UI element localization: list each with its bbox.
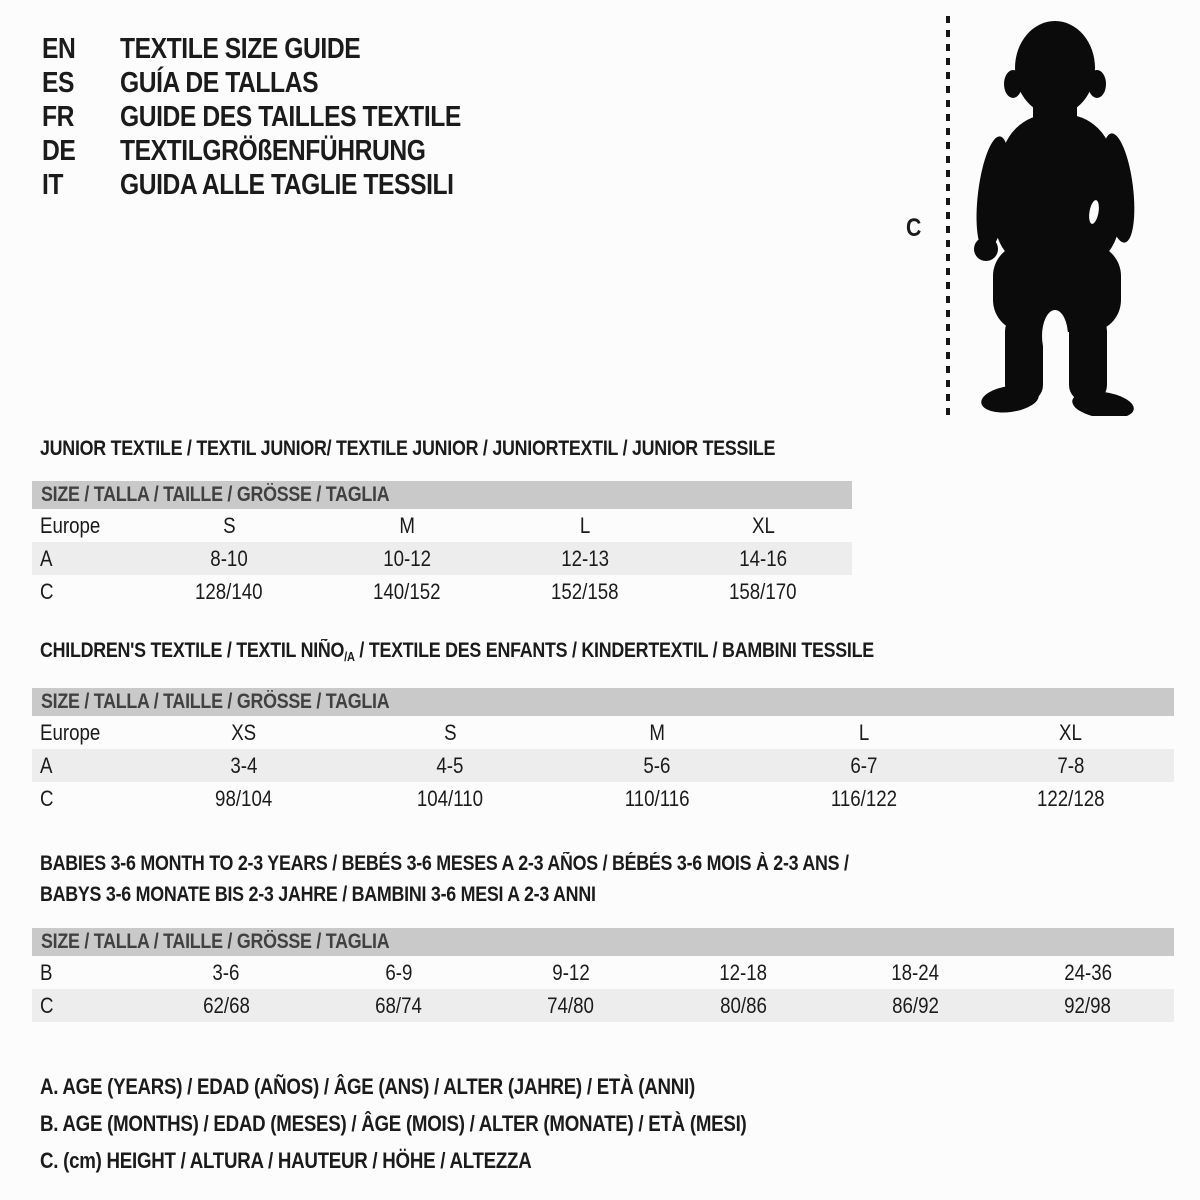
language-row — [42, 32, 521, 66]
age-cell: 9-12 — [552, 959, 590, 985]
language-title-list — [42, 32, 521, 202]
language-row — [42, 168, 521, 202]
height-cell: 110/116 — [624, 785, 690, 811]
language-title: GUIDA ALLE TAGLIE TESSILI — [120, 168, 454, 201]
age-cell: 8-10 — [210, 545, 248, 571]
height-cell: 86/92 — [892, 992, 939, 1018]
size-cell: L — [579, 512, 591, 538]
language-title: TEXTILE SIZE GUIDE — [120, 32, 361, 65]
height-measure-label: C — [906, 214, 922, 242]
row-label: B — [40, 959, 53, 985]
height-cell: 80/86 — [719, 992, 767, 1018]
size-cell: M — [399, 512, 415, 538]
legend-line-b: B. AGE (MONTHS) / EDAD (MESES) / ÂGE (MOIS) / ALTER (MONATE) / ETÀ (MESI) — [40, 1111, 747, 1136]
height-cell: 92/98 — [1064, 992, 1112, 1018]
language-row — [42, 100, 521, 134]
size-cell: M — [649, 719, 665, 745]
age-cell: 10-12 — [383, 545, 431, 571]
age-cell: 3-4 — [229, 752, 257, 778]
nino-a-subscript: /A — [344, 649, 355, 664]
language-code: IT — [42, 168, 64, 201]
height-cell: 98/104 — [214, 785, 272, 811]
age-cell: 6-9 — [384, 959, 413, 985]
height-cell: 116/122 — [830, 785, 897, 811]
row-label: Europe — [40, 719, 101, 745]
age-cell: 6-7 — [850, 752, 878, 778]
babies-size-table — [32, 928, 1174, 1022]
toddler-silhouette — [963, 16, 1148, 416]
language-row — [42, 134, 521, 168]
legend-line-a: A. AGE (YEARS) / EDAD (AÑOS) / ÂGE (ANS) / ALTER (JAHRE) / ETÀ (ANNI) — [40, 1074, 695, 1099]
table-row-age-years — [32, 749, 1174, 782]
size-cell: XL — [751, 512, 775, 538]
age-cell: 18-24 — [891, 959, 940, 985]
height-cell: 122/128 — [1036, 785, 1105, 811]
height-cell: 68/74 — [375, 992, 422, 1018]
legend — [40, 1068, 871, 1179]
table-row-height-cm — [32, 782, 1174, 815]
height-cell: 74/80 — [547, 992, 595, 1018]
age-cell: 12-13 — [561, 545, 609, 571]
age-cell: 3-6 — [212, 959, 240, 985]
height-cell: 140/152 — [373, 578, 441, 604]
table-row-age-years — [32, 542, 852, 575]
size-header-band: SIZE / TALLA / TAILLE / GRÖSSE / TAGLIA — [32, 688, 1174, 716]
row-label: A — [40, 545, 53, 571]
children-size-table — [32, 688, 1174, 815]
legend-line-c: C. (cm) HEIGHT / ALTURA / HAUTEUR / HÖHE / ALTEZZA — [40, 1148, 532, 1173]
size-cell: L — [858, 719, 869, 745]
language-code: FR — [42, 100, 75, 133]
age-cell: 12-18 — [719, 959, 768, 985]
age-cell: 24-36 — [1063, 959, 1112, 985]
table-row-height-cm — [32, 989, 1174, 1022]
age-cell: 5-6 — [643, 752, 671, 778]
table-row-age-months — [32, 956, 1174, 989]
table-row-europe — [32, 716, 1174, 749]
size-cell: XS — [230, 719, 256, 745]
table-row-height-cm — [32, 575, 852, 608]
row-label: C — [40, 578, 54, 604]
height-measure-dashed-line — [946, 16, 950, 416]
age-cell: 14-16 — [739, 545, 787, 571]
height-cell: 152/158 — [551, 578, 619, 604]
row-label: C — [40, 992, 54, 1018]
table-row-europe — [32, 509, 852, 542]
height-cell: 128/140 — [195, 578, 263, 604]
language-row — [42, 66, 521, 100]
children-section-heading: CHILDREN'S TEXTILE / TEXTIL NIÑO/A / TEXTILE DES ENFANTS / KINDERTEXTIL / BAMBINI TESSILE — [40, 639, 874, 664]
age-cell: 4-5 — [436, 752, 464, 778]
babies-section-heading: BABIES 3-6 MONTH TO 2-3 YEARS / BEBÉS 3-6 MESES A 2-3 AÑOS / BÉBÉS 3-6 MOIS À 2-3 ANS / BABYS 3-6 MONATE BIS 2-3 JAHRE / BAMBINI 3-6 MESI A 2-3 ANNI — [40, 852, 849, 906]
height-cell: 104/110 — [417, 785, 484, 811]
size-header-band: SIZE / TALLA / TAILLE / GRÖSSE / TAGLIA — [32, 481, 852, 509]
language-code: EN — [42, 32, 76, 65]
row-label: A — [40, 752, 53, 778]
junior-section-heading: JUNIOR TEXTILE / TEXTIL JUNIOR/ TEXTILE JUNIOR / JUNIORTEXTIL / JUNIOR TESSILE — [40, 437, 776, 460]
language-title: TEXTILGRÖßENFÜHRUNG — [120, 134, 426, 167]
size-cell: S — [222, 512, 236, 538]
height-cell: 62/68 — [202, 992, 250, 1018]
language-code: ES — [42, 66, 75, 99]
row-label: C — [40, 785, 54, 811]
language-title: GUIDE DES TAILLES TEXTILE — [120, 100, 461, 133]
height-cell: 158/170 — [729, 578, 797, 604]
language-title: GUÍA DE TALLAS — [120, 66, 319, 99]
row-label: Europe — [40, 512, 101, 538]
size-header-band: SIZE / TALLA / TAILLE / GRÖSSE / TAGLIA — [32, 928, 1174, 956]
age-cell: 7-8 — [1057, 752, 1085, 778]
junior-size-table — [32, 481, 852, 608]
language-code: DE — [42, 134, 76, 167]
size-cell: XL — [1059, 719, 1083, 745]
size-cell: S — [443, 719, 457, 745]
